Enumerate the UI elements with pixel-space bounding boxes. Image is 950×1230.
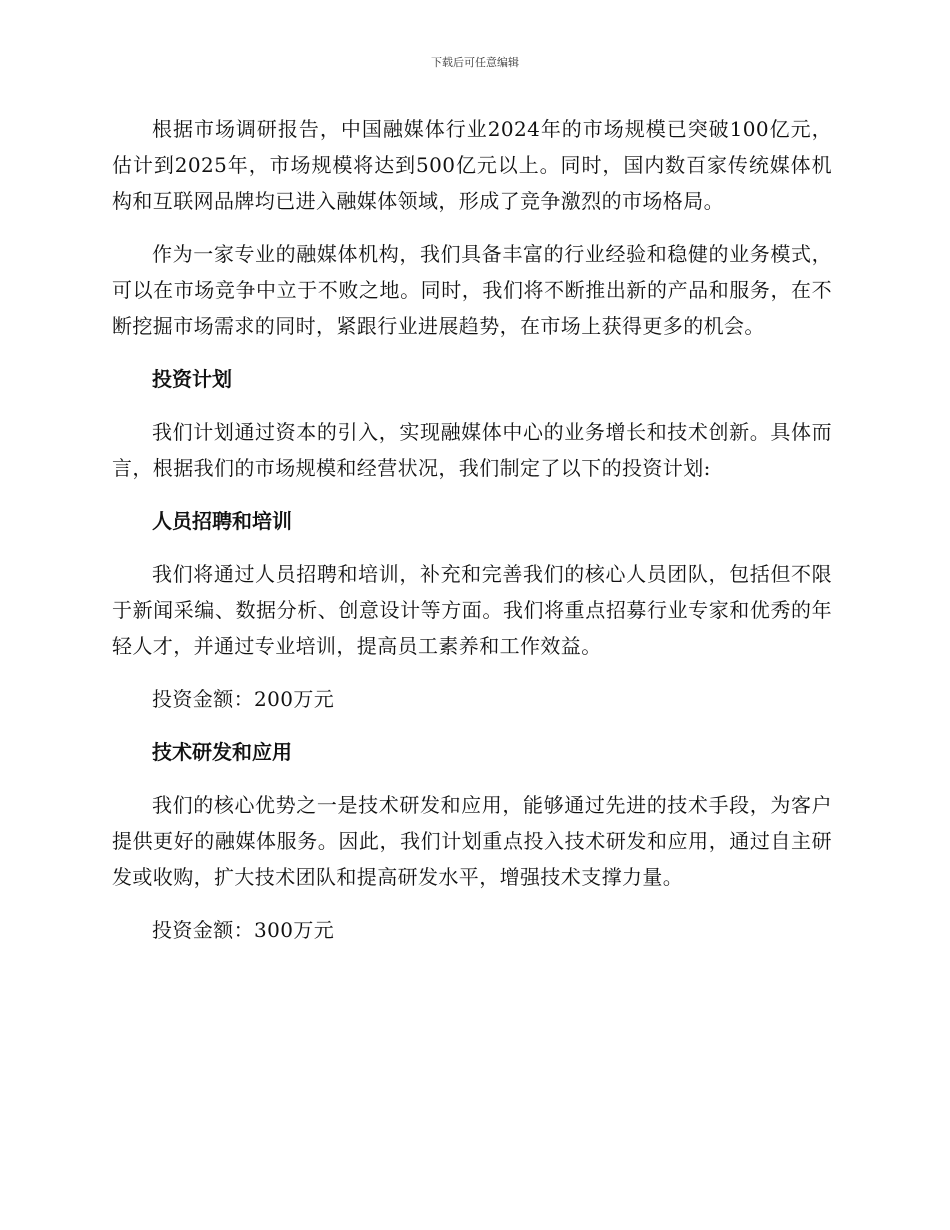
spacer (112, 397, 832, 414)
spacer (112, 895, 832, 912)
paragraph-positioning: 作为一家专业的融媒体机构，我们具备丰富的行业经验和稳健的业务模式，可以在市场竞争中立于不败之地。同时，我们将不断推出新的产品和服务，在不断挖掘市场需求的同时，紧跟行业进展趋势，在市场上获得更多的机会。 (112, 242, 832, 338)
paragraph-market-report: 根据市场调研报告，中国融媒体行业2024年的市场规模已突破100亿元，估计到2025年，市场规模将达到500亿元以上。同时，国内数百家传统媒体机构和互联网品牌均已进入融媒体领域，形成了竞争激烈的市场格局。 (112, 117, 832, 213)
spacer (112, 344, 832, 361)
spacer (112, 486, 832, 503)
heading-staffing: 人员招聘和培训 (152, 509, 292, 533)
paragraph-tech: 我们的核心优势之一是技术研发和应用，能够通过先进的技术手段，为客户提供更好的融媒体服务。因此，我们计划重点投入技术研发和应用，通过自主研发或收购，扩大技术团队和提高研发水平，增强技术支撑力量。 (112, 793, 832, 889)
spacer (112, 664, 832, 681)
spacer (112, 539, 832, 556)
paragraph-staffing: 我们将通过人员招聘和培训，补充和完善我们的核心人员团队，包括但不限于新闻采编、数据分析、创意设计等方面。我们将重点招募行业专家和优秀的年轻人才，并通过专业培训，提高员工素养和工作效益。 (112, 562, 832, 658)
document-body (112, 111, 832, 948)
heading-investment-plan: 投资计划 (152, 367, 232, 391)
page-header: 下载后可任意编辑 (431, 56, 519, 69)
heading-tech: 技术研发和应用 (152, 740, 292, 764)
paragraph-investment-intro: 我们计划通过资本的引入，实现融媒体中心的业务增长和技术创新。具体而言，根据我们的市场规模和经营状况，我们制定了以下的投资计划: (112, 420, 832, 480)
spacer (112, 717, 832, 734)
paragraph-tech-amount: 投资金额：300万元 (152, 918, 335, 942)
spacer (112, 219, 832, 236)
spacer (112, 770, 832, 787)
paragraph-staffing-amount: 投资金额：200万元 (152, 687, 335, 711)
